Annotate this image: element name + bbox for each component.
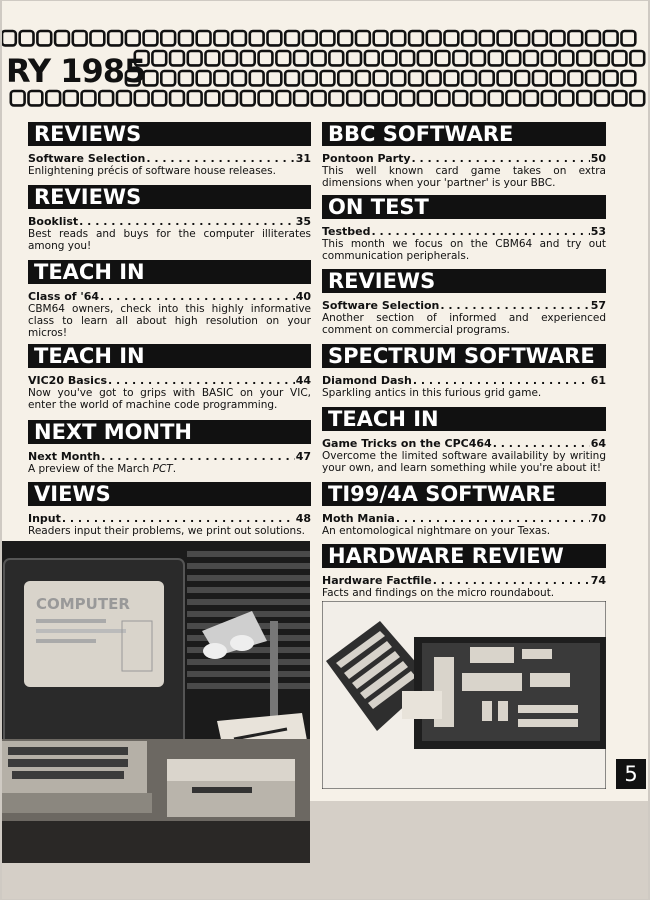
toc-entry[interactable] [322,437,606,450]
section-reviews-1 [28,122,311,177]
entry-title: Input [28,512,61,525]
entry-page: 64 [590,437,606,450]
toc-entry[interactable] [322,225,606,238]
entry-page: 40 [295,290,311,303]
section-views [28,482,311,537]
entry-page: 61 [590,374,606,387]
section-header: TI99/4A SOFTWARE [322,482,606,506]
toc-entry[interactable] [322,512,606,525]
section-next-month [28,420,311,475]
entry-description: Overcome the limited software availability by writing your own, and learn something while you're about it! [322,450,606,474]
entry-description: CBM64 owners, check into this highly informative class to learn all about high resolution on your micros! [28,303,311,339]
entry-title: Moth Mania [322,512,395,525]
entry-title: Testbed [322,225,371,238]
toc-entry[interactable] [28,512,311,525]
section-ti99-software [322,482,606,537]
section-header: HARDWARE REVIEW [322,544,606,568]
entry-description: Readers input their problems, we print out solutions. [28,525,306,537]
section-header: SPECTRUM SOFTWARE [322,344,606,368]
toc-entry[interactable] [322,152,606,165]
section-header: REVIEWS [28,185,311,209]
entry-page: 53 [590,225,606,238]
section-teach-in-3 [322,407,606,474]
section-teach-in-2 [28,344,311,411]
toc-entry[interactable] [322,574,606,587]
masthead-year: RY 1985 [6,52,146,90]
entry-description: This month we focus on the CBM64 and try out communication peripherals. [322,238,606,262]
entry-page: 70 [590,512,606,525]
entry-title: Class of '64 [28,290,100,303]
entry-description: A preview of the March PCT. [28,463,177,475]
entry-description: This well known card game takes on extra dimensions when your 'partner' is your BBC. [322,165,606,189]
toc-entry[interactable] [28,374,311,387]
entry-title: Software Selection [322,299,440,312]
entry-description: Best reads and buys for the computer illiterates among you! [28,228,311,252]
entry-page: 48 [295,512,311,525]
toc-entry[interactable] [322,374,606,387]
entry-description: Facts and findings on the micro roundabout. [322,587,555,599]
section-header: VIEWS [28,482,311,506]
section-header: TEACH IN [322,407,606,431]
toc-entry[interactable] [28,152,311,165]
section-header: NEXT MONTH [28,420,311,444]
svg-text:COMPUTER: COMPUTER [36,595,130,613]
entry-description: Enlightening précis of software house releases. [28,165,276,177]
entry-description: Sparkling antics in this furious grid game. [322,387,542,399]
toc-entry[interactable] [28,215,311,228]
entry-page: 74 [590,574,606,587]
section-header: ON TEST [322,195,606,219]
entry-title: Booklist [28,215,79,228]
section-reviews-3 [322,269,606,336]
section-bbc-software [322,122,606,189]
circuit-board-photo-icon [322,601,606,789]
section-header: BBC SOFTWARE [322,122,606,146]
entry-title: VIC20 Basics [28,374,108,387]
toc-entry[interactable] [28,450,311,463]
computer-desk-photo-icon [2,541,310,863]
entry-title: Diamond Dash [322,374,412,387]
entry-page: 57 [590,299,606,312]
entry-title: Game Tricks on the CPC464 [322,437,492,450]
section-spectrum-software [322,344,606,399]
entry-page: 44 [295,374,311,387]
section-hardware-review [322,544,606,599]
section-header: TEACH IN [28,260,311,284]
section-header: REVIEWS [322,269,606,293]
section-on-test [322,195,606,262]
entry-title: Software Selection [28,152,146,165]
entry-title: Hardware Factfile [322,574,432,587]
toc-entry[interactable] [28,290,311,303]
page-number: 5 [616,759,646,789]
section-reviews-2 [28,185,311,252]
section-header: REVIEWS [28,122,311,146]
entry-title: Next Month [28,450,101,463]
entry-description: An entomological nightmare on your Texas. [322,525,551,537]
entry-page: 31 [295,152,311,165]
entry-description: Another section of informed and experienced comment on commercial programs. [322,312,606,336]
entry-page: 47 [295,450,311,463]
section-teach-in-1 [28,260,311,339]
section-header: TEACH IN [28,344,311,368]
entry-description: Now you've got to grips with BASIC on your VIC, enter the world of machine code programming. [28,387,311,411]
entry-page: 50 [590,152,606,165]
magazine-page [2,1,648,899]
entry-title: Pontoon Party [322,152,411,165]
entry-page: 35 [295,215,311,228]
toc-entry[interactable] [322,299,606,312]
